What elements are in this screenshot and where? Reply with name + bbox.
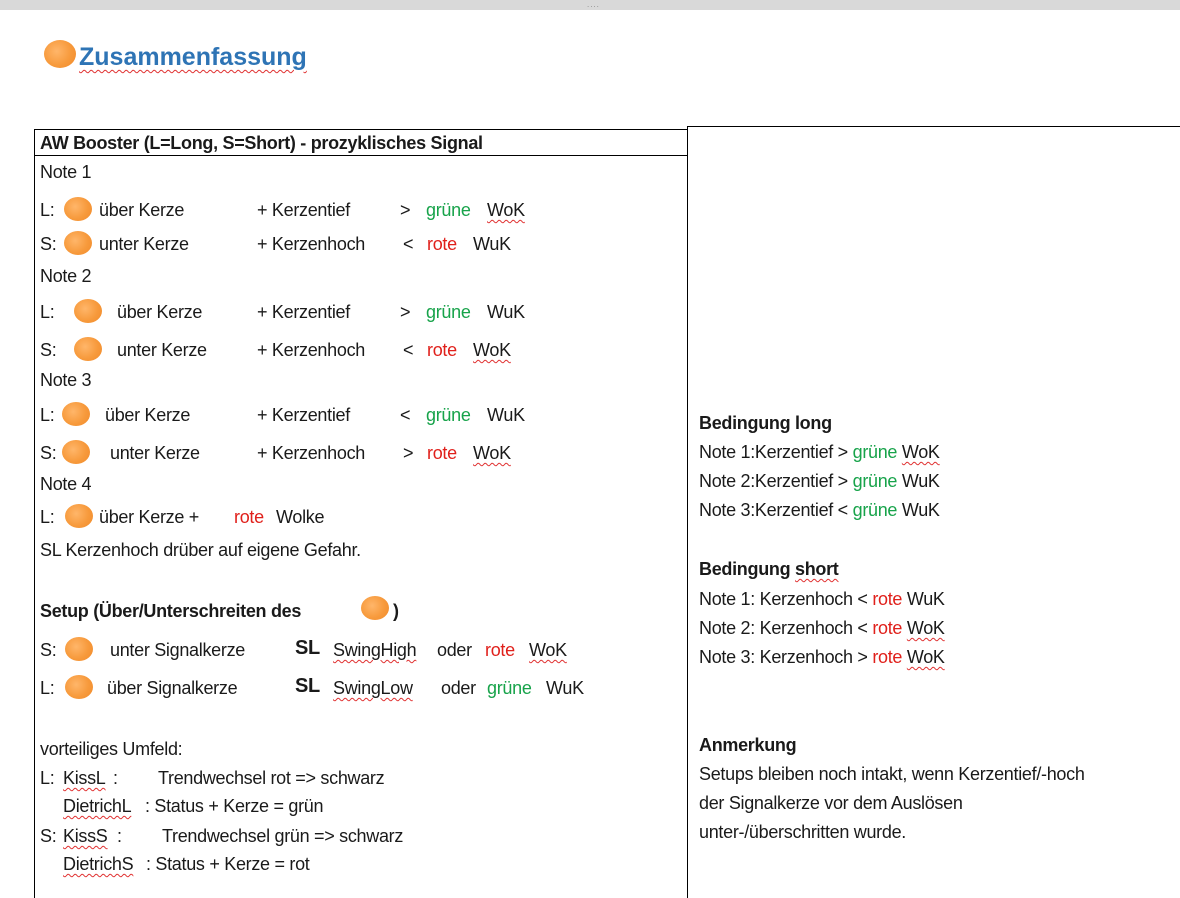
row-prefix: S: (40, 443, 57, 463)
row-operator: < (400, 405, 411, 425)
row-reference: + Kerzenhoch (257, 443, 365, 463)
heading-b: short (795, 559, 839, 579)
orange-dot-icon (74, 299, 102, 323)
row-prefix: S: (40, 640, 57, 660)
note-1-short-row (40, 232, 680, 258)
table-middle-border (687, 126, 688, 898)
row-cloud: WoK (906, 618, 945, 638)
row-cloud: WoK (487, 200, 525, 220)
row-prefix: L: (40, 405, 55, 425)
table-top-border-right (688, 126, 1180, 127)
row-sl: SL (295, 675, 320, 697)
heading-a: Bedingung (699, 559, 791, 579)
bedingung-short-row-3 (699, 645, 945, 669)
anmerkung-line-1: Setups bleiben noch intakt, wenn Kerzentief/-hoch (699, 764, 1085, 784)
row-color: grüne (852, 471, 898, 491)
row-cloud: WuK (546, 678, 584, 698)
row-cloud: WuK (906, 589, 945, 609)
bedingung-long-row-2 (699, 469, 940, 493)
row-position: über Signalkerze (107, 678, 238, 698)
row-sl: SL (295, 637, 320, 659)
anmerkung-heading: Anmerkung (699, 735, 797, 755)
row-color: grüne (426, 405, 471, 425)
orange-dot-icon (64, 197, 92, 221)
row-color: grüne (487, 678, 532, 698)
row-reference: + Kerzenhoch (257, 340, 365, 360)
row-pre: Note 3: Kerzenhoch > (699, 647, 868, 667)
row-color: rote (427, 443, 457, 463)
row-position: unter Kerze (110, 443, 200, 463)
row-cloud: WoK (473, 443, 511, 463)
note-4-sl-line: SL Kerzenhoch drüber auf eigene Gefahr. (40, 540, 361, 560)
row-swing: SwingLow (333, 678, 413, 698)
row-color: rote (872, 647, 903, 667)
row-position: über Kerze (117, 302, 203, 322)
row-color: grüne (852, 500, 898, 520)
row-position: unter Kerze (99, 234, 189, 254)
kissl-label: KissL (63, 768, 106, 788)
note-1-long-row (40, 198, 680, 224)
row-operator: < (403, 340, 414, 360)
kisss-label: KissS (63, 826, 108, 846)
row-pre: Note 2:Kerzentief > (699, 471, 848, 491)
row-position: über Kerze (99, 200, 185, 220)
table-header: AW Booster (L=Long, S=Short) - prozyklisches Signal (40, 133, 483, 153)
row-prefix: S: (40, 826, 57, 846)
row-cloud: WuK (487, 302, 525, 322)
row-cloud: WuK (901, 500, 940, 520)
row-prefix: S: (40, 340, 57, 360)
kissl-text: Trendwechsel rot => schwarz (158, 768, 385, 788)
bedingung-long-row-1 (699, 440, 940, 464)
note-2-label: Note 2 (40, 266, 92, 286)
row-color: rote (427, 234, 457, 254)
row-cloud: WoK (529, 640, 567, 660)
bedingung-long-row-3 (699, 498, 940, 522)
row-reference: + Kerzentief (257, 405, 350, 425)
row-cloud: WoK (473, 340, 511, 360)
orange-dot-icon (65, 675, 93, 699)
orange-dot-icon (65, 504, 93, 528)
row-operator: < (403, 234, 414, 254)
row-prefix: L: (40, 302, 55, 322)
row-oder: oder (441, 678, 476, 698)
anmerkung-line-3: unter-/überschritten wurde. (699, 822, 907, 842)
setup-heading-close: ) (393, 601, 399, 621)
row-color: grüne (852, 442, 898, 462)
row-prefix: S: (40, 234, 57, 254)
row-prefix: L: (40, 507, 55, 527)
orange-dot-icon (44, 40, 76, 68)
orange-dot-icon (62, 440, 90, 464)
row-cloud: WuK (901, 471, 940, 491)
note-4-color: rote (234, 507, 264, 527)
orange-dot-icon (74, 337, 102, 361)
row-prefix: L: (40, 768, 55, 788)
setup-heading (40, 599, 440, 625)
dietrichl-text: : Status + Kerze = grün (145, 796, 324, 816)
note-4-text-a: über Kerze + (99, 507, 199, 527)
row-color: rote (872, 618, 903, 638)
orange-dot-icon (64, 231, 92, 255)
row-color: rote (485, 640, 515, 660)
umfeld-kisss-row (40, 824, 680, 850)
umfeld-dietrichs-row (40, 852, 680, 878)
umfeld-heading: vorteiliges Umfeld: (40, 739, 183, 759)
kisss-text: Trendwechsel grün => schwarz (162, 826, 404, 846)
note-4-row (40, 505, 680, 531)
header-bottom-border (34, 155, 688, 156)
note-2-short-row (40, 338, 680, 364)
bedingung-short-row-2 (699, 616, 945, 640)
kisss-colon: : (117, 826, 122, 846)
row-swing: SwingHigh (333, 640, 417, 660)
row-pre: Note 1:Kerzentief > (699, 442, 848, 462)
setup-heading-text: Setup (Über/Unterschreiten des (40, 601, 302, 621)
row-cloud: WuK (473, 234, 511, 254)
row-prefix: L: (40, 200, 55, 220)
row-color: rote (427, 340, 457, 360)
row-operator: > (400, 200, 411, 220)
row-pre: Note 2: Kerzenhoch < (699, 618, 868, 638)
row-operator: > (400, 302, 411, 322)
note-4-label: Note 4 (40, 474, 92, 494)
row-position: unter Signalkerze (110, 640, 245, 660)
row-pre: Note 3:Kerzentief < (699, 500, 848, 520)
row-pre: Note 1: Kerzenhoch < (699, 589, 868, 609)
table-top-border-left (34, 129, 688, 130)
row-reference: + Kerzentief (257, 302, 350, 322)
note-1-label: Note 1 (40, 162, 92, 182)
page-title: Zusammenfassung (79, 43, 307, 71)
row-cloud: WoK (901, 442, 940, 462)
row-position: unter Kerze (117, 340, 207, 360)
orange-dot-icon (361, 596, 389, 620)
orange-dot-icon (65, 637, 93, 661)
top-grip: .... (587, 0, 600, 9)
note-3-short-row (40, 441, 680, 467)
row-cloud: WuK (487, 405, 525, 425)
row-position: über Kerze (105, 405, 191, 425)
dietrichs-label: DietrichS (63, 854, 134, 874)
umfeld-dietrichl-row (40, 794, 680, 820)
note-3-long-row (40, 403, 680, 429)
bedingung-short-row-1 (699, 587, 945, 611)
row-color: grüne (426, 200, 471, 220)
kissl-colon: : (113, 768, 118, 788)
row-reference: + Kerzenhoch (257, 234, 365, 254)
dietrichl-label: DietrichL (63, 796, 132, 816)
bedingung-long-heading: Bedingung long (699, 413, 832, 433)
row-oder: oder (437, 640, 472, 660)
setup-long-row (40, 676, 680, 702)
row-operator: > (403, 443, 414, 463)
bedingung-short-heading (699, 557, 839, 581)
setup-short-row (40, 638, 680, 664)
note-3-label: Note 3 (40, 370, 92, 390)
row-reference: + Kerzentief (257, 200, 350, 220)
note-4-text-b: Wolke (276, 507, 325, 527)
orange-dot-icon (62, 402, 90, 426)
note-2-long-row (40, 300, 680, 326)
table-left-border (34, 129, 35, 898)
row-color: grüne (426, 302, 471, 322)
dietrichs-text: : Status + Kerze = rot (146, 854, 310, 874)
anmerkung-line-2: der Signalkerze vor dem Auslösen (699, 793, 963, 813)
row-prefix: L: (40, 678, 55, 698)
top-bar (0, 0, 1180, 10)
umfeld-kissl-row (40, 766, 680, 792)
row-color: rote (872, 589, 903, 609)
row-cloud: WoK (906, 647, 945, 667)
